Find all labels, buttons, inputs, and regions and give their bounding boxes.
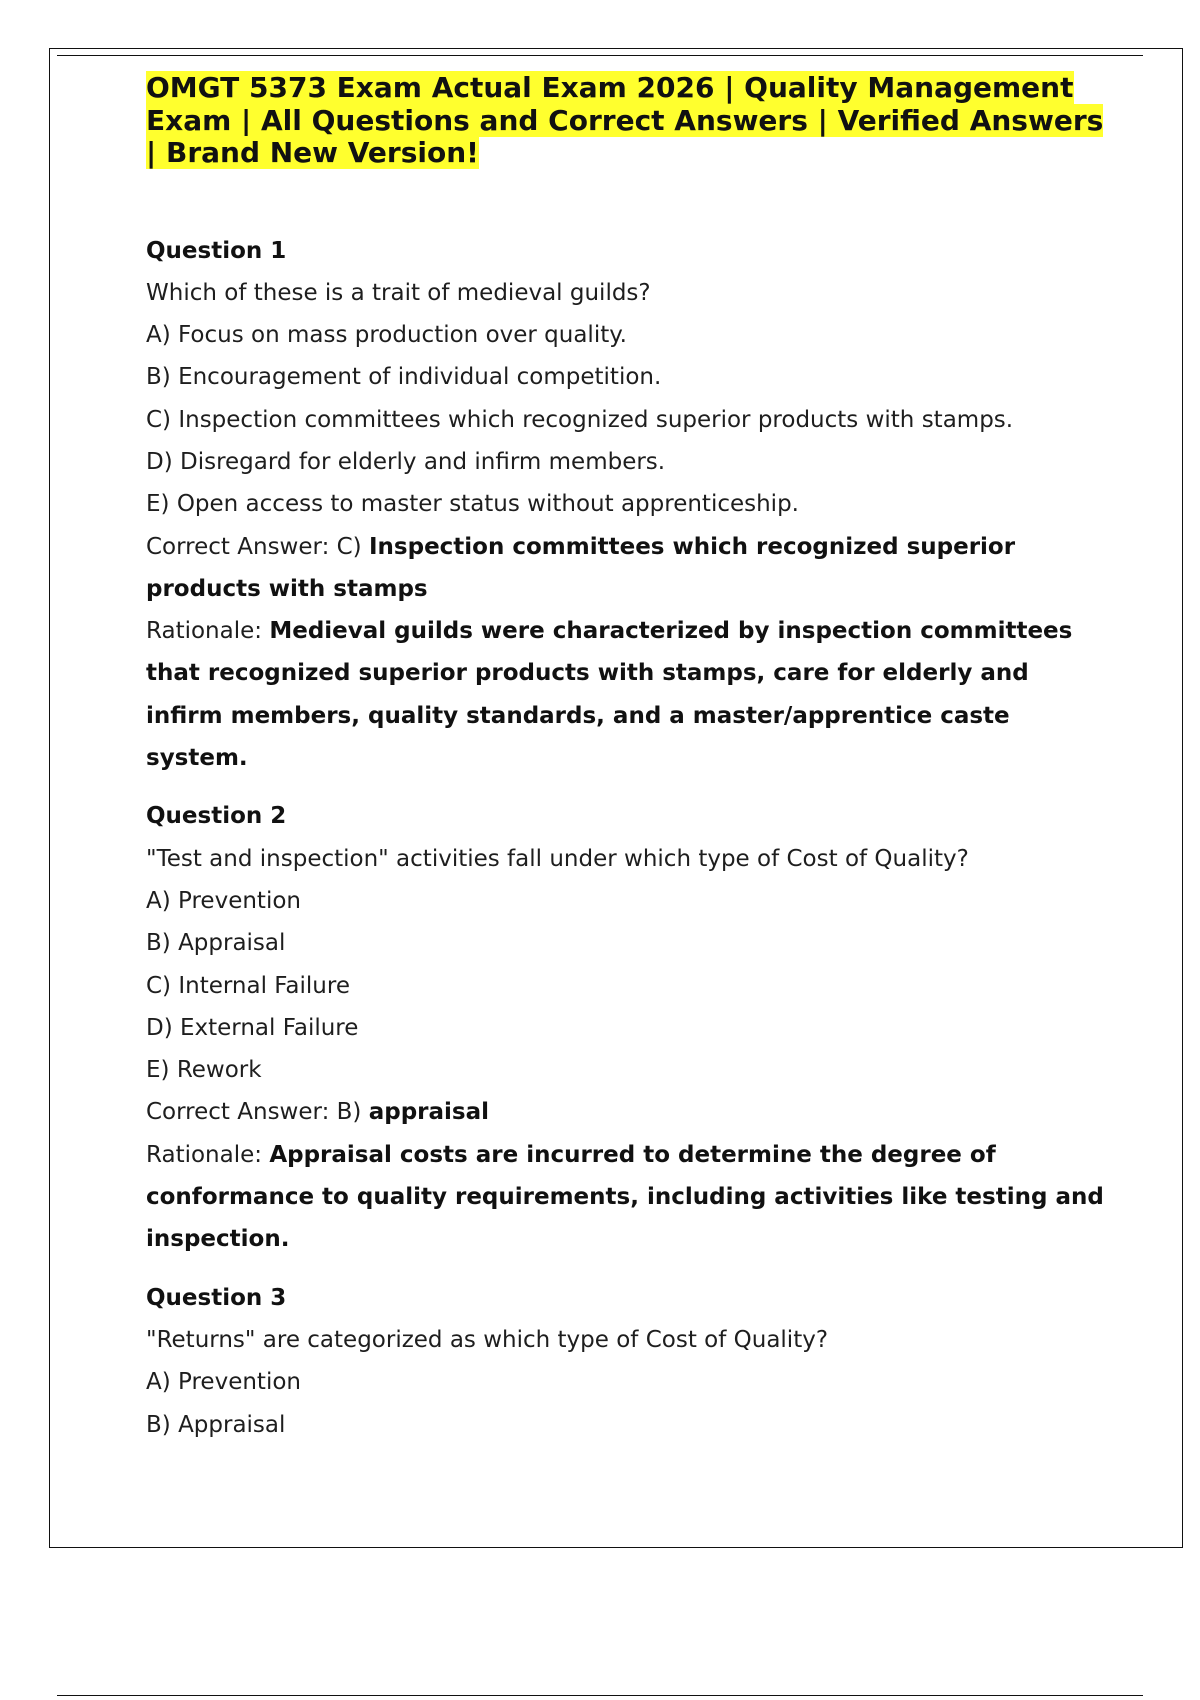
question-heading: Question 2: [146, 803, 287, 830]
option-b: B) Appraisal: [146, 1411, 286, 1438]
correct-answer: [146, 526, 1106, 611]
option-e: E) Rework: [146, 1057, 262, 1084]
rationale: [146, 610, 1106, 779]
option-c: C) Internal Failure: [146, 972, 350, 999]
rationale: [146, 1134, 1106, 1261]
rationale-label: Rationale:: [146, 618, 270, 645]
question-3: [146, 1277, 1106, 1446]
rationale-text: Appraisal costs are incurred to determine the degree of conformance to quality requirements, including activities like testing and inspection.: [146, 1141, 1104, 1253]
option-d: D) External Failure: [146, 1014, 359, 1041]
option-c: C) Inspection committees which recognized superior products with stamps.: [146, 406, 1014, 433]
bottom-rule: [57, 1695, 1143, 1696]
question-prompt: "Test and inspection" activities fall under which type of Cost of Quality?: [146, 845, 969, 872]
option-a: A) Prevention: [146, 887, 301, 914]
option-b: B) Appraisal: [146, 930, 286, 957]
correct-answer-text: appraisal: [368, 1099, 489, 1126]
question-heading: Question 1: [146, 237, 287, 264]
question-prompt: "Returns" are categorized as which type of Cost of Quality?: [146, 1326, 829, 1353]
correct-answer-label: Correct Answer: B): [146, 1099, 369, 1126]
question-heading: Question 3: [146, 1284, 287, 1311]
option-b: B) Encouragement of individual competition.: [146, 364, 662, 391]
option-e: E) Open access to master status without apprenticeship.: [146, 491, 799, 518]
question-prompt: Which of these is a trait of medieval guilds?: [146, 279, 651, 306]
rationale-label: Rationale:: [146, 1141, 270, 1168]
document-body: [146, 72, 1106, 1446]
option-a: A) Prevention: [146, 1369, 301, 1396]
question-1: [146, 230, 1106, 780]
question-2: [146, 795, 1106, 1260]
option-a: A) Focus on mass production over quality.: [146, 322, 627, 349]
correct-answer-text: Inspection committees which recognized superior products with stamps: [146, 533, 1016, 602]
correct-answer: [146, 1091, 1106, 1133]
option-d: D) Disregard for elderly and infirm members.: [146, 448, 666, 475]
correct-answer-label: Correct Answer: C): [146, 533, 369, 560]
title-highlight: OMGT 5373 Exam Actual Exam 2026 | Quality Management Exam | All Questions and Correct Answers | Verified Answers | Brand New Version!: [146, 71, 1104, 169]
rationale-text: Medieval guilds were characterized by inspection committees that recognized superior products with stamps, care for elderly and infirm members, quality standards, and a master/apprentice caste system.: [146, 618, 1073, 772]
document-title: [146, 72, 1106, 170]
